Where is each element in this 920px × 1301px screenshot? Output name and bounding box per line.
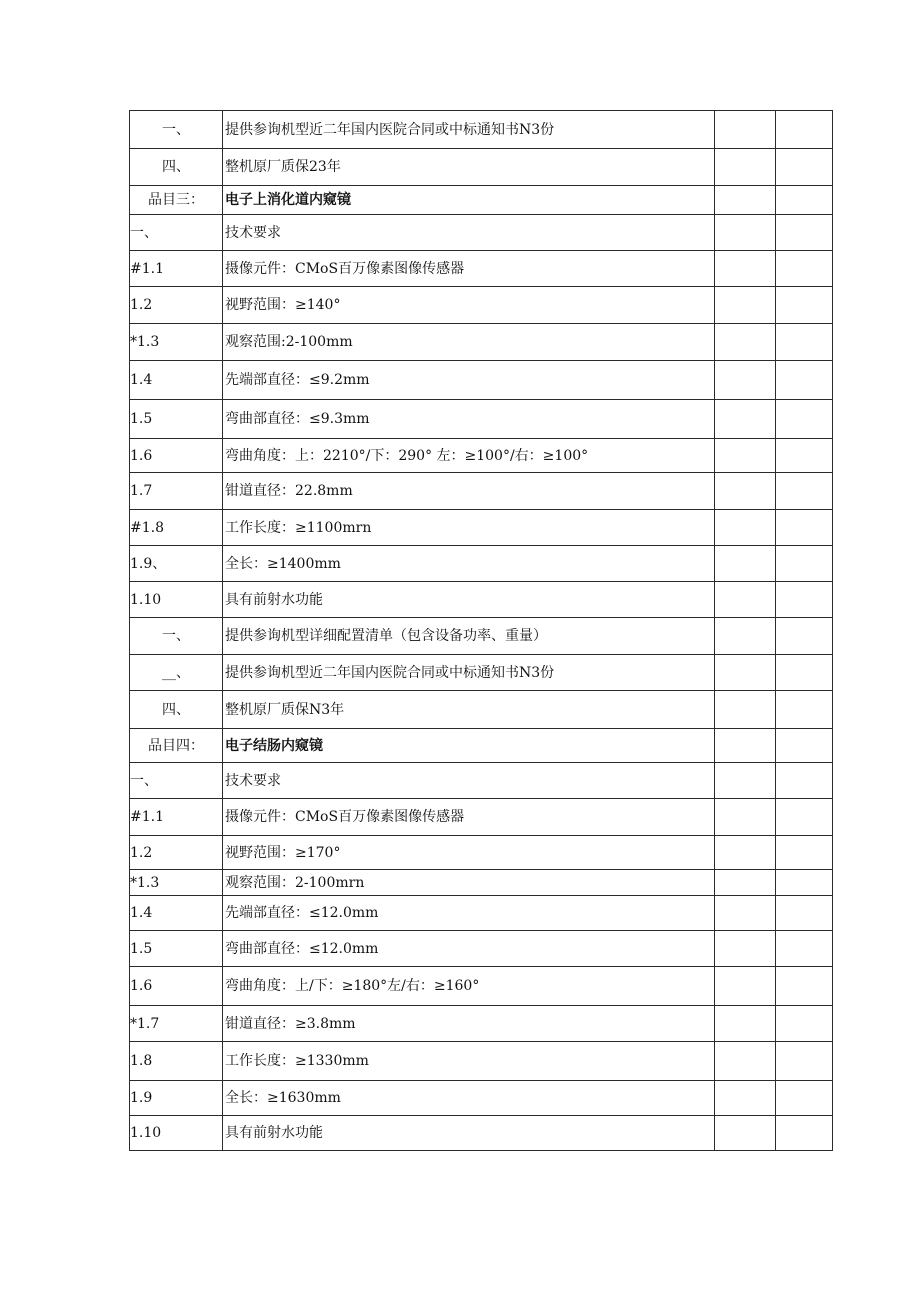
response-cell [715, 251, 776, 287]
remark-cell [776, 111, 833, 149]
requirement-text-cell: 弯曲部直径：≤12.0mm [223, 931, 715, 967]
item-number-cell: #1.1 [130, 799, 223, 836]
requirement-text-cell: 先端部直径：≤12.0mm [223, 896, 715, 931]
remark-cell [776, 967, 833, 1006]
remark-cell [776, 870, 833, 896]
remark-cell [776, 655, 833, 691]
item-number-cell: 一、 [130, 763, 223, 799]
table-row [130, 1116, 833, 1151]
requirement-text-cell: 摄像元件：CMoS百万像素图像传感器 [223, 799, 715, 836]
table-row [130, 149, 833, 186]
table-row [130, 582, 833, 618]
remark-cell [776, 1081, 833, 1116]
table-row [130, 473, 833, 510]
remark-cell [776, 618, 833, 655]
response-cell [715, 967, 776, 1006]
table-row [130, 836, 833, 870]
response-cell [715, 729, 776, 763]
requirement-text-cell: 全长：≥1400mm [223, 546, 715, 582]
response-cell [715, 149, 776, 186]
table-row [130, 324, 833, 361]
table-row [130, 111, 833, 149]
response-cell [715, 186, 776, 215]
item-number-cell: 1.2 [130, 287, 223, 324]
remark-cell [776, 931, 833, 967]
response-cell [715, 1081, 776, 1116]
item-number-cell: 1.9、 [130, 546, 223, 582]
requirement-text-cell: 钳道直径：≥3.8mm [223, 1006, 715, 1042]
remark-cell [776, 361, 833, 400]
item-number-cell: *1.3 [130, 870, 223, 896]
requirement-text-cell: 技术要求 [223, 763, 715, 799]
response-cell [715, 400, 776, 439]
item-number-cell: 1.2 [130, 836, 223, 870]
table-row [130, 967, 833, 1006]
response-cell [715, 546, 776, 582]
table-row [130, 215, 833, 251]
remark-cell [776, 896, 833, 931]
response-cell [715, 582, 776, 618]
response-cell [715, 361, 776, 400]
item-number-cell: *1.3 [130, 324, 223, 361]
remark-cell [776, 1006, 833, 1042]
item-number-cell: 1.9 [130, 1081, 223, 1116]
remark-cell [776, 186, 833, 215]
response-cell [715, 111, 776, 149]
table-row [130, 1006, 833, 1042]
requirement-text-cell: 弯曲部直径：≤9.3mm [223, 400, 715, 439]
remark-cell [776, 1042, 833, 1081]
response-cell [715, 287, 776, 324]
table-row [130, 799, 833, 836]
remark-cell [776, 400, 833, 439]
item-number-cell: *1.7 [130, 1006, 223, 1042]
requirement-text-cell: 弯曲角度：上：2210°/下：290° 左：≥100°/右：≥100° [223, 439, 715, 473]
remark-cell [776, 729, 833, 763]
item-number-cell: 四、 [130, 691, 223, 729]
requirement-text-cell: 技术要求 [223, 215, 715, 251]
item-number-cell: #1.1 [130, 251, 223, 287]
item-number-cell: 1.6 [130, 967, 223, 1006]
remark-cell [776, 251, 833, 287]
table-row [130, 618, 833, 655]
remark-cell [776, 582, 833, 618]
remark-cell [776, 439, 833, 473]
response-cell [715, 655, 776, 691]
item-number-cell: 1.4 [130, 361, 223, 400]
requirement-text-cell: 具有前射水功能 [223, 582, 715, 618]
response-cell [715, 931, 776, 967]
requirement-text-cell: 整机原厂质保N3年 [223, 691, 715, 729]
table-row [130, 870, 833, 896]
item-number-cell: 1.4 [130, 896, 223, 931]
requirement-text-cell: 弯曲角度：上/下：≥180°左/右：≥160° [223, 967, 715, 1006]
table-row [130, 931, 833, 967]
response-cell [715, 763, 776, 799]
item-number-cell: 品目四： [130, 729, 223, 763]
remark-cell [776, 287, 833, 324]
remark-cell [776, 763, 833, 799]
table-row [130, 287, 833, 324]
remark-cell [776, 836, 833, 870]
item-number-cell: __、 [130, 655, 223, 691]
item-number-cell: 1.5 [130, 400, 223, 439]
response-cell [715, 510, 776, 546]
table-row [130, 251, 833, 287]
requirement-text-cell: 先端部直径：≤9.2mm [223, 361, 715, 400]
remark-cell [776, 473, 833, 510]
requirement-text-cell: 视野范围：≥140° [223, 287, 715, 324]
item-number-cell: #1.8 [130, 510, 223, 546]
requirement-text-cell: 观察范围:2-100mm [223, 324, 715, 361]
requirement-text-cell: 全长：≥1630mm [223, 1081, 715, 1116]
item-number-cell: 1.5 [130, 931, 223, 967]
category-heading-row [130, 186, 833, 215]
item-number-cell: 四、 [130, 149, 223, 186]
requirement-text-cell: 具有前射水功能 [223, 1116, 715, 1151]
requirement-text-cell: 观察范围：2-100mrn [223, 870, 715, 896]
response-cell [715, 618, 776, 655]
requirement-text-cell: 工作长度：≥1100mrn [223, 510, 715, 546]
item-number-cell: 一、 [130, 215, 223, 251]
item-number-cell: 1.8 [130, 1042, 223, 1081]
table-row [130, 439, 833, 473]
response-cell [715, 1006, 776, 1042]
item-number-cell: 一、 [130, 111, 223, 149]
item-number-cell: 1.10 [130, 582, 223, 618]
remark-cell [776, 324, 833, 361]
response-cell [715, 473, 776, 510]
response-cell [715, 324, 776, 361]
response-cell [715, 215, 776, 251]
table-row [130, 1081, 833, 1116]
requirement-text-cell: 视野范围：≥170° [223, 836, 715, 870]
table-row [130, 896, 833, 931]
spec-table-body [130, 111, 833, 1151]
table-row [130, 655, 833, 691]
remark-cell [776, 149, 833, 186]
table-row [130, 546, 833, 582]
response-cell [715, 799, 776, 836]
remark-cell [776, 799, 833, 836]
response-cell [715, 1042, 776, 1081]
table-row [130, 361, 833, 400]
item-number-cell: 品目三： [130, 186, 223, 215]
response-cell [715, 1116, 776, 1151]
remark-cell [776, 215, 833, 251]
response-cell [715, 896, 776, 931]
item-number-cell: 1.7 [130, 473, 223, 510]
table-row [130, 1042, 833, 1081]
item-number-cell: 1.6 [130, 439, 223, 473]
remark-cell [776, 691, 833, 729]
requirement-text-cell: 电子结肠内窥镜 [223, 729, 715, 763]
remark-cell [776, 546, 833, 582]
item-number-cell: 1.10 [130, 1116, 223, 1151]
table-row [130, 400, 833, 439]
requirement-text-cell: 工作长度：≥1330mm [223, 1042, 715, 1081]
table-row [130, 510, 833, 546]
requirement-text-cell: 整机原厂质保23年 [223, 149, 715, 186]
requirement-text-cell: 提供参询机型详细配置清单（包含设备功率、重量） [223, 618, 715, 655]
table-row [130, 691, 833, 729]
remark-cell [776, 1116, 833, 1151]
requirement-text-cell: 提供参询机型近二年国内医院合同或中标通知书N3份 [223, 111, 715, 149]
requirement-text-cell: 提供参询机型近二年国内医院合同或中标通知书N3份 [223, 655, 715, 691]
category-heading-row [130, 729, 833, 763]
requirement-text-cell: 电子上消化道内窥镜 [223, 186, 715, 215]
response-cell [715, 439, 776, 473]
remark-cell [776, 510, 833, 546]
response-cell [715, 836, 776, 870]
requirement-text-cell: 钳道直径：22.8mm [223, 473, 715, 510]
response-cell [715, 870, 776, 896]
requirement-text-cell: 摄像元件：CMoS百万像素图像传感器 [223, 251, 715, 287]
item-number-cell: 一、 [130, 618, 223, 655]
table-row [130, 763, 833, 799]
spec-table [129, 110, 833, 1151]
response-cell [715, 691, 776, 729]
